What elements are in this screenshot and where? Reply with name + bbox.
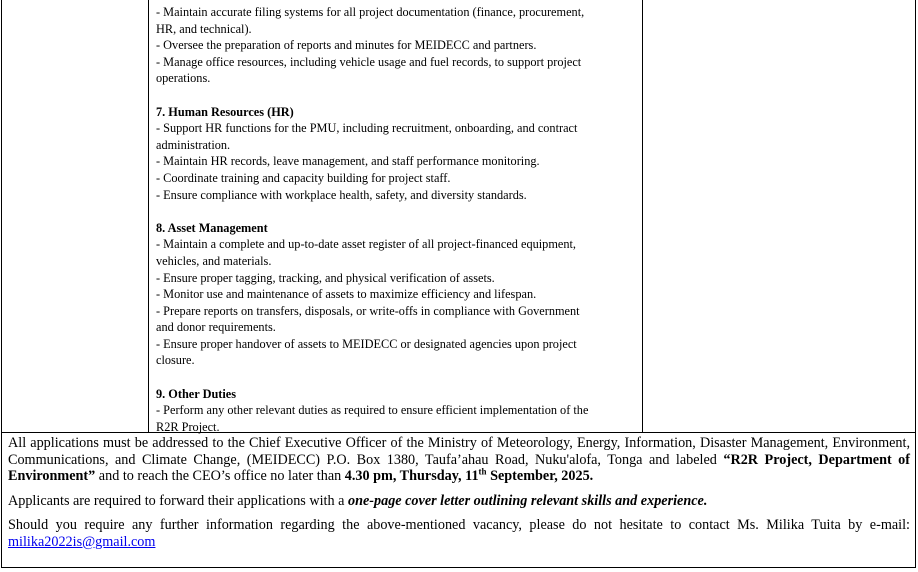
duty-line: and donor requirements.: [156, 320, 276, 335]
duty-line: - Ensure compliance with workplace health, safety, and diversity standards.: [156, 187, 527, 202]
cover-letter-requirement: one-page cover letter outlining relevant skills and experience.: [348, 492, 708, 509]
duty-line: - Maintain accurate filing systems for all project documentation (finance, procurement,: [156, 5, 585, 19]
contact-paragraph: Should you require any further information regarding the above-mentioned vacancy, please do not hesitate to contact Ms. Milika Tuita by e-mail: milika2022is@gmail.com: [8, 517, 910, 550]
contact-email-link[interactable]: milika2022is@gmail.com: [8, 533, 156, 550]
duty-line: - Manage office resources, including vehicle usage and fuel records, to support project: [156, 54, 582, 69]
duty-line: closure.: [156, 353, 195, 368]
duty-line: operations.: [156, 71, 211, 86]
duty-line: - Coordinate training and capacity building for project staff.: [156, 170, 451, 185]
application-address-paragraph: All applications must be addressed to the Chief Executive Officer of the Ministry of Meteorology, Energy, Information, Disaster Management, Environment, Communications, and Climate Change, (MEIDECC) P.O. Box 1380, Taufa’ahau Road, Nuku'alofa, Tonga and labeled “R2R Project, Department of Environment” and to reach the CEO’s office no later than 4.30 pm, Thursday, 11th September, 2025.: [8, 435, 911, 484]
duty-line: - Prepare reports on transfers, disposals, or write-offs in compliance with Government: [156, 303, 580, 318]
cover-letter-paragraph: Applicants are required to forward their applications with a one-page cover letter outlining relevant skills and experience.: [8, 492, 708, 509]
application-label: “R2R Project, Department of Environment”: [8, 451, 911, 484]
duty-line: administration.: [156, 137, 231, 152]
column-divider-right: [642, 0, 643, 432]
section-heading-asset: 8. Asset Management: [156, 220, 268, 235]
duty-line: vehicles, and materials.: [156, 253, 272, 268]
duty-line: - Perform any other relevant duties as required to ensure efficient implementation of the: [156, 403, 589, 418]
section-heading-hr: 7. Human Resources (HR): [156, 104, 294, 119]
table-left-border: [1, 0, 2, 568]
duty-line: - Ensure proper tagging, tracking, and physical verification of assets.: [156, 270, 495, 285]
application-instructions: [8, 435, 910, 550]
table-bottom-border: [1, 567, 916, 568]
duty-line: - Oversee the preparation of reports and minutes for MEIDECC and partners.: [156, 38, 537, 53]
section-heading-other: 9. Other Duties: [156, 386, 237, 401]
deadline: 4.30 pm, Thursday, 11th September, 2025.: [344, 466, 594, 484]
duties-cell: [156, 4, 634, 435]
column-divider-left: [148, 0, 149, 432]
duty-line: R2R Project.: [156, 419, 220, 434]
duty-line: - Monitor use and maintenance of assets to maximize efficiency and lifespan.: [156, 287, 537, 302]
duty-line: - Maintain a complete and up-to-date asset register of all project-financed equipment,: [156, 237, 576, 252]
duty-line: - Ensure proper handover of assets to MEIDECC or designated agencies upon project: [156, 336, 577, 351]
duty-line: - Maintain HR records, leave management, and staff performance monitoring.: [156, 154, 540, 169]
duty-line: HR, and technical).: [156, 21, 252, 36]
duty-line: - Support HR functions for the PMU, including recruitment, onboarding, and contract: [156, 121, 578, 136]
table-right-border: [915, 0, 916, 568]
